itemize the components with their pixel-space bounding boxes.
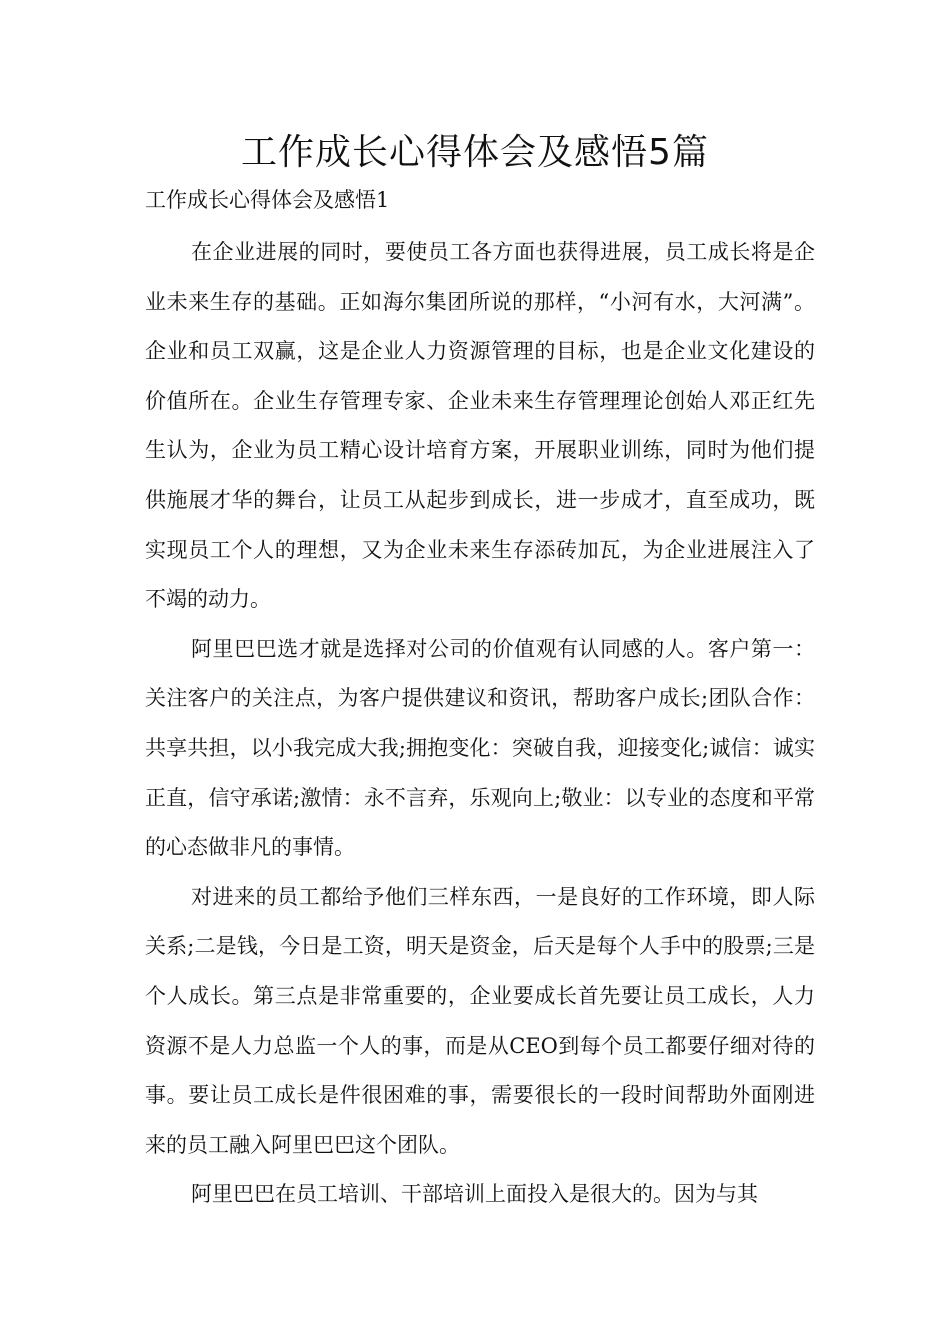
paragraph-4: 阿里巴巴在员工培训、干部培训上面投入是很大的。因为与其 <box>191 1182 758 1207</box>
paragraph-2: 阿里巴巴选才就是选择对公司的价值观有认同感的人。客户第一：关注客户的关注点，为客户提供建议和资讯，帮助客户成长;团队合作：共享共担，以小我完成大我;拥抱变化：突破自我，迎接变化;诚信：诚实正直，信守承诺;激情：永不言弃，乐观向上;敬业：以专业的态度和平常的心态做非凡的事情。 <box>145 636 815 860</box>
paragraph-1: 在企业进展的同时，要使员工各方面也获得进展，员工成长将是企业未来生存的基础。正如海尔集团所说的那样，“小河有水，大河满”。企业和员工双赢，这是企业人力资源管理的目标，也是企业文化建设的价值所在。企业生存管理专家、企业未来生存管理理论创始人邓正红先生认为，企业为员工精心设计培育方案，开展职业训练，同时为他们提供施展才华的舞台，让员工从起步到成长，进一步成才，直至成功，既实现员工个人的理想，又为企业未来生存添砖加瓦，为企业进展注入了不竭的动力。 <box>145 240 815 612</box>
document-body <box>145 228 815 1220</box>
paragraph-3: 对进来的员工都给予他们三样东西，一是良好的工作环境，即人际关系;二是钱，今日是工资，明天是资金，后天是每个人手中的股票;三是个人成长。第三点是非常重要的，企业要成长首先要让员工成长，人力资源不是人力总监一个人的事，而是从CEO到每个员工都要仔细对待的事。要让员工成长是件很困难的事，需要很长的一段时间帮助外面刚进来的员工融入阿里巴巴这个团队。 <box>145 884 815 1157</box>
document-title: 工作成长心得体会及感悟5篇 <box>241 132 709 173</box>
section-heading: 工作成长心得体会及感悟1 <box>145 188 390 212</box>
